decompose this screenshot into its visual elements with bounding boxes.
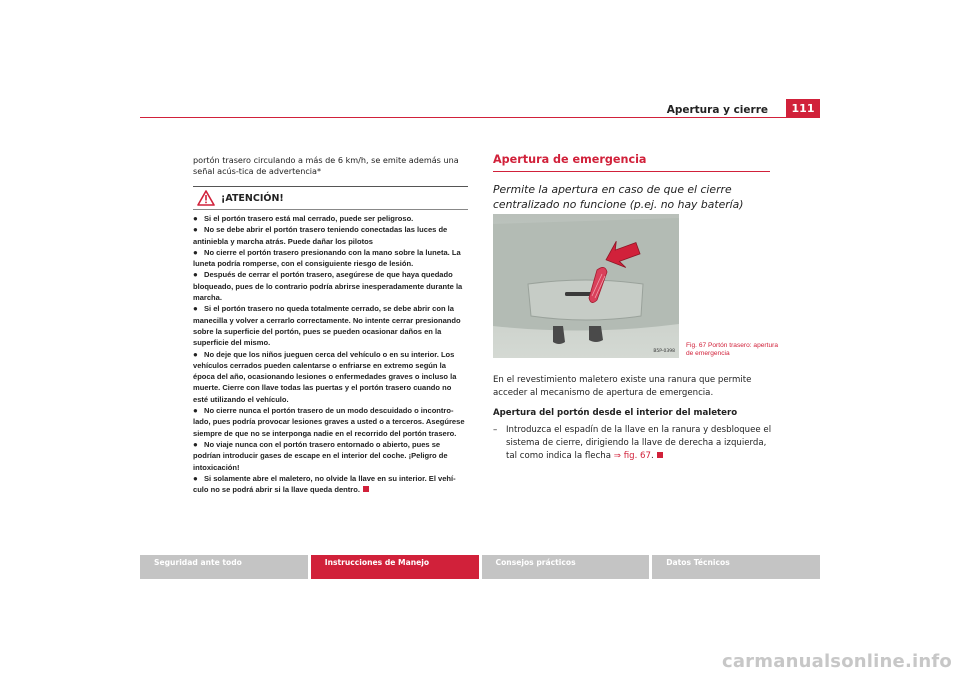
figure-caption: Fig. 67 Portón trasero: apertura de emergencia	[686, 342, 778, 357]
figure-code: B5P-0398	[653, 349, 675, 354]
end-mark-icon	[363, 486, 369, 492]
tailgate-illustration	[493, 214, 679, 358]
warning-item: ● Si el portón trasero no queda totalmente cerrado, se debe abrir con la manecilla y volver a cerrarlo correctamente. No intente cerrar presionando sobre la superficie del portón, pues se pueden ocasionar daños en la superficie del mismo.	[193, 304, 461, 348]
bullet-icon: ●	[193, 225, 198, 235]
left-column	[193, 155, 468, 177]
warning-list	[193, 213, 468, 495]
bullet-icon: ●	[193, 349, 198, 359]
tab-datos-tecnicos[interactable]: Datos Técnicos	[652, 555, 820, 579]
warning-item: ● Si solamente abre el maletero, no olvide la llave en su interior. El vehí-culo no se podrá abrir si la llave queda dentro.	[193, 473, 456, 495]
page-header-title: Apertura y cierre	[666, 104, 768, 116]
warning-item: ● Después de cerrar el portón trasero, asegúrese de que haya quedado bloqueado, pues de lo contrario podría abrirse inesperadamente durante la marcha.	[193, 270, 463, 303]
step-heading: Apertura del portón desde el interior del maletero	[493, 408, 738, 418]
figure-emergency-opening	[493, 214, 679, 358]
bullet-icon: ●	[193, 247, 198, 257]
figure-reference-link[interactable]: ⇒ fig. 67	[613, 451, 651, 462]
bullet-icon: ●	[193, 406, 198, 416]
right-column	[493, 150, 770, 212]
section-title: Apertura de emergencia	[493, 153, 647, 166]
tab-seguridad[interactable]: Seguridad ante todo	[140, 555, 308, 579]
warning-box	[193, 186, 468, 495]
body-paragraph: En el revestimiento maletero existe una ranura que permite acceder al mecanismo de apertura de emergencia.	[493, 375, 752, 399]
instruction-step	[493, 424, 773, 464]
bullet-icon: ●	[193, 473, 198, 483]
intro-paragraph: portón trasero circulando a más de 6 km/h, se emite además una señal acús-tica de advertencia*	[193, 155, 459, 176]
bullet-icon: ●	[193, 439, 198, 449]
warning-item: ● Si el portón trasero está mal cerrado, puede ser peligroso.	[193, 214, 414, 223]
section-subtitle: Permite la apertura en caso de que el cierre centralizado no funcione (p.ej. no hay batería)	[493, 183, 744, 211]
warning-item: ● No deje que los niños jueguen cerca del vehículo o en su interior. Los vehículos cerrados pueden calentarse o enfriarse en extremo según la época del año, ocasionando lesiones o enfermedades graves o incluso la muerte. Cierre con llave todas las puertas y el portón trasero cuando no esté utilizando el vehículo.	[193, 349, 457, 404]
footer-navigation	[140, 555, 820, 579]
warning-item: ● No se debe abrir el portón trasero teniendo conectadas las luces de antiniebla y marcha atrás. Puede dañar los pilotos	[193, 225, 448, 246]
section-divider	[493, 171, 770, 172]
warning-item: ● No cierre nunca el portón trasero de un modo descuidado o incontro-lado, pues podría provocar lesiones graves a usted o a terceros. Asegúrese siempre de que no se interponga nadie en el recorrido del portón trasero.	[193, 406, 465, 438]
warning-title: ¡ATENCIÓN!	[221, 192, 284, 204]
end-mark-icon	[657, 452, 663, 458]
warning-item: ● No cierre el portón trasero presionando con la mano sobre la luneta. La luneta podría romperse, con el consiguiente riesgo de lesión.	[193, 247, 461, 269]
tab-instrucciones[interactable]: Instrucciones de Manejo	[311, 555, 479, 579]
warning-header	[193, 187, 468, 210]
warning-triangle-icon	[197, 190, 215, 206]
watermark: carmanualsonline.info	[721, 651, 952, 672]
bullet-icon: ●	[193, 304, 198, 314]
tab-consejos[interactable]: Consejos prácticos	[482, 555, 650, 579]
bullet-icon: ●	[193, 214, 198, 223]
step-dash: –	[493, 425, 498, 435]
bullet-icon: ●	[193, 270, 198, 280]
step-text: Introduzca el espadín de la llave en la ranura y desbloquee el sistema de cierre, dirigiendo la llave de derecha a izquierda, tal como indica la flecha ⇒ fig. 67.	[506, 425, 772, 462]
page-number: 111	[786, 99, 820, 118]
header-divider	[140, 117, 820, 118]
warning-item: ● No viaje nunca con el portón trasero entornado o abierto, pues se podrían introducir gases de escape en el interior del coche. ¡Peligro de intoxicación!	[193, 439, 448, 472]
